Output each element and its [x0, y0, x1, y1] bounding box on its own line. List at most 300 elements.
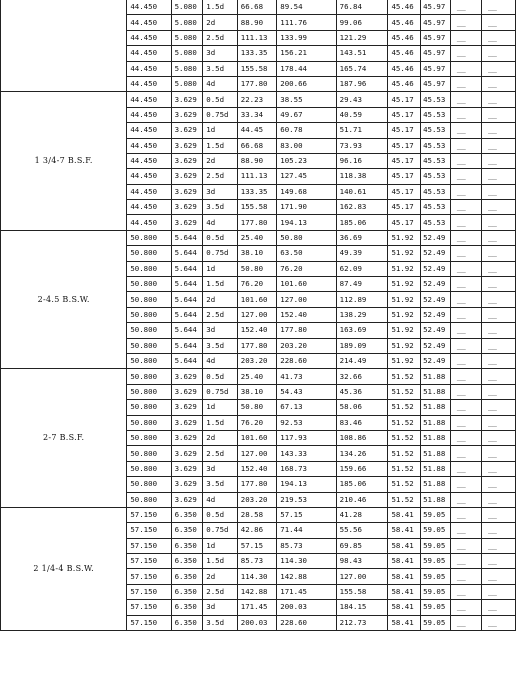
table-cell: 5.080: [171, 76, 203, 91]
blank-cell: __: [481, 261, 515, 276]
blank-cell: __: [481, 415, 515, 430]
table-cell: 50.800: [127, 461, 171, 476]
table-cell: 142.88: [277, 569, 336, 584]
table-cell: 127.00: [277, 292, 336, 307]
table-cell: 203.20: [237, 492, 277, 507]
blank-cell: __: [450, 415, 481, 430]
table-cell: 45.97: [421, 46, 451, 61]
table-row: [1, 230, 516, 245]
table-cell: 0.75d: [203, 107, 238, 122]
table-cell: 111.76: [277, 15, 336, 30]
table-cell: 177.80: [237, 477, 277, 492]
blank-cell: __: [450, 123, 481, 138]
blank-cell: __: [450, 292, 481, 307]
table-cell: 3.629: [171, 446, 203, 461]
table-cell: 50.800: [127, 477, 171, 492]
table-cell: 50.800: [127, 430, 171, 445]
table-cell: 3.629: [171, 492, 203, 507]
blank-cell: __: [481, 554, 515, 569]
table-cell: 138.29: [336, 307, 388, 322]
blank-cell: __: [481, 30, 515, 45]
table-cell: 168.73: [277, 461, 336, 476]
table-cell: 0.5d: [203, 369, 238, 384]
table-cell: 44.45: [237, 123, 277, 138]
table-cell: 45.53: [421, 138, 451, 153]
blank-cell: __: [450, 600, 481, 615]
table-cell: 117.93: [277, 430, 336, 445]
blank-cell: __: [481, 92, 515, 107]
table-cell: 50.800: [127, 415, 171, 430]
table-cell: 69.85: [336, 538, 388, 553]
table-cell: 57.150: [127, 523, 171, 538]
blank-cell: __: [450, 138, 481, 153]
table-cell: 3.629: [171, 415, 203, 430]
table-cell: 45.36: [336, 384, 388, 399]
thread-designation-cell: 2-4.5 B.S.W.: [1, 230, 127, 369]
table-cell: 6.350: [171, 584, 203, 599]
table-cell: 3.5d: [203, 477, 238, 492]
blank-cell: __: [450, 554, 481, 569]
table-cell: 133.35: [237, 46, 277, 61]
table-cell: 88.90: [237, 15, 277, 30]
table-cell: 44.450: [127, 153, 171, 168]
blank-cell: __: [481, 215, 515, 230]
table-cell: 3.629: [171, 477, 203, 492]
table-cell: 50.800: [127, 277, 171, 292]
blank-cell: __: [481, 138, 515, 153]
table-cell: 50.800: [127, 400, 171, 415]
blank-cell: __: [450, 15, 481, 30]
table-cell: 44.450: [127, 30, 171, 45]
table-cell: 50.80: [237, 261, 277, 276]
table-cell: 96.16: [336, 153, 388, 168]
table-cell: 133.99: [277, 30, 336, 45]
table-cell: 54.43: [277, 384, 336, 399]
table-cell: 5.644: [171, 277, 203, 292]
table-cell: 200.66: [277, 76, 336, 91]
table-cell: 52.49: [421, 292, 451, 307]
blank-cell: __: [481, 323, 515, 338]
table-cell: 88.90: [237, 153, 277, 168]
table-cell: 51.52: [388, 430, 421, 445]
table-cell: 5.080: [171, 46, 203, 61]
table-cell: 5.644: [171, 307, 203, 322]
table-cell: 52.49: [421, 353, 451, 368]
table-cell: 171.90: [277, 200, 336, 215]
table-cell: 44.450: [127, 92, 171, 107]
blank-cell: __: [450, 215, 481, 230]
table-cell: 44.450: [127, 46, 171, 61]
table-cell: 58.06: [336, 400, 388, 415]
blank-cell: __: [450, 76, 481, 91]
table-cell: 51.88: [421, 415, 451, 430]
blank-cell: __: [481, 384, 515, 399]
table-cell: 44.450: [127, 169, 171, 184]
table-cell: 57.15: [237, 538, 277, 553]
table-cell: 127.00: [336, 569, 388, 584]
table-cell: 5.644: [171, 246, 203, 261]
table-cell: 45.17: [388, 138, 421, 153]
table-cell: 44.450: [127, 200, 171, 215]
table-cell: 101.60: [237, 430, 277, 445]
table-cell: 52.49: [421, 230, 451, 245]
table-cell: 60.78: [277, 123, 336, 138]
table-cell: 156.21: [277, 46, 336, 61]
table-cell: 50.800: [127, 323, 171, 338]
table-cell: 1.5d: [203, 0, 238, 15]
table-cell: 25.40: [237, 369, 277, 384]
table-cell: 3.629: [171, 184, 203, 199]
table-cell: 127.00: [237, 307, 277, 322]
blank-cell: __: [481, 338, 515, 353]
table-cell: 2d: [203, 569, 238, 584]
table-cell: 2d: [203, 153, 238, 168]
table-cell: 45.53: [421, 184, 451, 199]
table-cell: 58.41: [388, 554, 421, 569]
table-cell: 51.92: [388, 353, 421, 368]
table-cell: 178.44: [277, 61, 336, 76]
table-cell: 52.49: [421, 323, 451, 338]
table-cell: 45.17: [388, 123, 421, 138]
table-cell: 228.60: [277, 615, 336, 630]
table-cell: 5.644: [171, 323, 203, 338]
table-cell: 45.53: [421, 153, 451, 168]
table-cell: 45.46: [388, 61, 421, 76]
table-cell: 45.17: [388, 153, 421, 168]
table-cell: 58.41: [388, 507, 421, 522]
table-cell: 2.5d: [203, 584, 238, 599]
table-cell: 45.53: [421, 215, 451, 230]
blank-cell: __: [481, 76, 515, 91]
table-cell: 29.43: [336, 92, 388, 107]
table-cell: 59.05: [421, 600, 451, 615]
table-cell: 45.17: [388, 107, 421, 122]
table-cell: 33.34: [237, 107, 277, 122]
table-cell: 5.080: [171, 15, 203, 30]
blank-cell: __: [481, 15, 515, 30]
table-cell: 4d: [203, 215, 238, 230]
table-cell: 3d: [203, 600, 238, 615]
blank-cell: __: [450, 538, 481, 553]
blank-cell: __: [450, 153, 481, 168]
table-cell: 163.69: [336, 323, 388, 338]
table-cell: 51.88: [421, 369, 451, 384]
table-cell: 0.5d: [203, 92, 238, 107]
table-cell: 45.53: [421, 123, 451, 138]
blank-cell: __: [481, 369, 515, 384]
table-cell: 57.150: [127, 507, 171, 522]
table-cell: 3.629: [171, 138, 203, 153]
table-cell: 5.644: [171, 261, 203, 276]
table-cell: 2.5d: [203, 30, 238, 45]
blank-cell: __: [481, 307, 515, 322]
table-cell: 50.800: [127, 384, 171, 399]
table-cell: 5.644: [171, 230, 203, 245]
table-cell: 127.45: [277, 169, 336, 184]
table-cell: 98.43: [336, 554, 388, 569]
table-cell: 159.66: [336, 461, 388, 476]
blank-cell: __: [450, 384, 481, 399]
table-cell: 45.97: [421, 30, 451, 45]
blank-cell: __: [450, 584, 481, 599]
table-cell: 52.49: [421, 246, 451, 261]
table-cell: 50.800: [127, 261, 171, 276]
table-cell: 44.450: [127, 215, 171, 230]
table-cell: 0.5d: [203, 230, 238, 245]
table-cell: 57.150: [127, 584, 171, 599]
table-cell: 45.97: [421, 61, 451, 76]
table-cell: 51.92: [388, 338, 421, 353]
table-cell: 22.23: [237, 92, 277, 107]
table-cell: 152.40: [277, 307, 336, 322]
table-cell: 177.80: [237, 215, 277, 230]
table-cell: 59.05: [421, 584, 451, 599]
table-cell: 210.46: [336, 492, 388, 507]
blank-cell: __: [481, 153, 515, 168]
table-cell: 52.49: [421, 307, 451, 322]
blank-cell: __: [450, 0, 481, 15]
table-cell: 1.5d: [203, 415, 238, 430]
table-cell: 2d: [203, 292, 238, 307]
table-cell: 51.52: [388, 492, 421, 507]
table-cell: 200.03: [237, 615, 277, 630]
table-cell: 45.17: [388, 184, 421, 199]
table-cell: 51.88: [421, 446, 451, 461]
table-cell: 59.05: [421, 554, 451, 569]
blank-cell: __: [450, 338, 481, 353]
table-cell: 44.450: [127, 107, 171, 122]
table-cell: 44.450: [127, 61, 171, 76]
table-cell: 118.38: [336, 169, 388, 184]
table-cell: 59.05: [421, 615, 451, 630]
table-cell: 177.80: [237, 76, 277, 91]
blank-cell: __: [481, 292, 515, 307]
table-body: [1, 0, 516, 631]
blank-cell: __: [481, 277, 515, 292]
table-cell: 40.59: [336, 107, 388, 122]
blank-cell: __: [450, 46, 481, 61]
table-cell: 83.46: [336, 415, 388, 430]
blank-cell: __: [481, 0, 515, 15]
blank-cell: __: [450, 569, 481, 584]
table-cell: 57.150: [127, 569, 171, 584]
table-cell: 50.800: [127, 353, 171, 368]
table-cell: 149.68: [277, 184, 336, 199]
table-cell: 0.5d: [203, 507, 238, 522]
table-cell: 5.080: [171, 0, 203, 15]
blank-cell: __: [481, 169, 515, 184]
table-cell: 83.00: [277, 138, 336, 153]
table-cell: 41.73: [277, 369, 336, 384]
table-cell: 6.350: [171, 554, 203, 569]
table-cell: 0.75d: [203, 523, 238, 538]
table-cell: 45.17: [388, 169, 421, 184]
table-cell: 1d: [203, 261, 238, 276]
table-cell: 152.40: [237, 461, 277, 476]
table-cell: 73.93: [336, 138, 388, 153]
table-cell: 45.53: [421, 169, 451, 184]
table-cell: 155.58: [237, 200, 277, 215]
table-cell: 133.35: [237, 184, 277, 199]
blank-cell: __: [450, 369, 481, 384]
table-cell: 44.450: [127, 76, 171, 91]
table-cell: 59.05: [421, 523, 451, 538]
table-cell: 58.41: [388, 600, 421, 615]
table-cell: 66.68: [237, 138, 277, 153]
table-cell: 3.629: [171, 461, 203, 476]
table-cell: 55.56: [336, 523, 388, 538]
table-cell: 51.92: [388, 323, 421, 338]
table-cell: 200.03: [277, 600, 336, 615]
table-cell: 6.350: [171, 600, 203, 615]
table-cell: 41.28: [336, 507, 388, 522]
table-cell: 51.92: [388, 292, 421, 307]
thread-designation-cell: 1 3/4-7 B.S.F.: [1, 92, 127, 231]
table-cell: 59.05: [421, 538, 451, 553]
table-cell: 219.53: [277, 492, 336, 507]
table-cell: 76.20: [237, 415, 277, 430]
table-cell: 0.75d: [203, 246, 238, 261]
table-cell: 3.629: [171, 430, 203, 445]
table-cell: 45.53: [421, 107, 451, 122]
table-cell: 52.49: [421, 277, 451, 292]
table-cell: 2d: [203, 430, 238, 445]
table-cell: 0.75d: [203, 384, 238, 399]
table-cell: 44.450: [127, 138, 171, 153]
blank-cell: __: [481, 400, 515, 415]
blank-cell: __: [481, 46, 515, 61]
table-cell: 50.80: [237, 400, 277, 415]
table-cell: 58.41: [388, 584, 421, 599]
table-cell: 51.52: [388, 400, 421, 415]
table-cell: 3.629: [171, 384, 203, 399]
table-cell: 44.450: [127, 15, 171, 30]
table-cell: 3.5d: [203, 338, 238, 353]
table-cell: 214.49: [336, 353, 388, 368]
table-cell: 45.17: [388, 200, 421, 215]
table-cell: 44.450: [127, 0, 171, 15]
blank-cell: __: [450, 92, 481, 107]
table-cell: 134.26: [336, 446, 388, 461]
blank-cell: __: [450, 523, 481, 538]
table-cell: 162.83: [336, 200, 388, 215]
blank-cell: __: [450, 430, 481, 445]
table-cell: 50.800: [127, 292, 171, 307]
table-cell: 57.150: [127, 538, 171, 553]
table-cell: 42.86: [237, 523, 277, 538]
blank-cell: __: [481, 600, 515, 615]
table-cell: 76.20: [237, 277, 277, 292]
table-cell: 50.800: [127, 446, 171, 461]
blank-cell: __: [450, 507, 481, 522]
table-cell: 5.644: [171, 338, 203, 353]
table-cell: 58.41: [388, 538, 421, 553]
blank-cell: __: [450, 400, 481, 415]
blank-cell: __: [481, 246, 515, 261]
table-cell: 57.15: [277, 507, 336, 522]
table-cell: 57.150: [127, 600, 171, 615]
table-cell: 1.5d: [203, 277, 238, 292]
table-cell: 45.53: [421, 92, 451, 107]
blank-cell: __: [450, 184, 481, 199]
table-cell: 51.88: [421, 400, 451, 415]
table-cell: 76.84: [336, 0, 388, 15]
table-cell: 50.80: [277, 230, 336, 245]
table-cell: 36.69: [336, 230, 388, 245]
blank-cell: __: [481, 538, 515, 553]
blank-cell: __: [450, 492, 481, 507]
table-cell: 52.49: [421, 261, 451, 276]
blank-cell: __: [450, 200, 481, 215]
table-cell: 194.13: [277, 477, 336, 492]
table-cell: 45.46: [388, 30, 421, 45]
table-cell: 4d: [203, 353, 238, 368]
table-cell: 121.29: [336, 30, 388, 45]
table-cell: 203.20: [237, 353, 277, 368]
table-cell: 51.71: [336, 123, 388, 138]
blank-cell: __: [450, 477, 481, 492]
table-cell: 184.15: [336, 600, 388, 615]
table-cell: 50.800: [127, 338, 171, 353]
table-cell: 6.350: [171, 507, 203, 522]
blank-cell: __: [450, 353, 481, 368]
table-cell: 1d: [203, 538, 238, 553]
thread-designation-cell: 2-7 B.S.F.: [1, 369, 127, 508]
table-cell: 228.60: [277, 353, 336, 368]
table-cell: 155.58: [336, 584, 388, 599]
blank-cell: __: [450, 261, 481, 276]
table-cell: 38.55: [277, 92, 336, 107]
table-cell: 38.10: [237, 384, 277, 399]
table-cell: 171.45: [237, 600, 277, 615]
table-cell: 51.88: [421, 430, 451, 445]
table-cell: 51.52: [388, 446, 421, 461]
table-cell: 45.46: [388, 76, 421, 91]
table-cell: 3.629: [171, 369, 203, 384]
table-cell: 114.30: [277, 554, 336, 569]
table-row: [1, 369, 516, 384]
table-cell: 6.350: [171, 569, 203, 584]
table-cell: 45.46: [388, 46, 421, 61]
table-cell: 57.150: [127, 554, 171, 569]
table-cell: 152.40: [237, 323, 277, 338]
blank-cell: __: [450, 30, 481, 45]
table-cell: 185.06: [336, 215, 388, 230]
table-cell: 76.20: [277, 261, 336, 276]
blank-cell: __: [481, 615, 515, 630]
table-cell: 3.5d: [203, 200, 238, 215]
table-cell: 51.52: [388, 415, 421, 430]
table-cell: 45.97: [421, 76, 451, 91]
blank-cell: __: [450, 169, 481, 184]
table-cell: 25.40: [237, 230, 277, 245]
table-row: [1, 507, 516, 522]
blank-cell: __: [450, 446, 481, 461]
table-cell: 51.52: [388, 477, 421, 492]
table-cell: 108.86: [336, 430, 388, 445]
table-cell: 1d: [203, 123, 238, 138]
blank-cell: __: [450, 246, 481, 261]
table-cell: 89.54: [277, 0, 336, 15]
table-cell: 51.88: [421, 384, 451, 399]
table-cell: 51.88: [421, 461, 451, 476]
table-cell: 62.09: [336, 261, 388, 276]
table-cell: 45.46: [388, 15, 421, 30]
table-cell: 1.5d: [203, 554, 238, 569]
table-cell: 111.13: [237, 30, 277, 45]
table-cell: 140.61: [336, 184, 388, 199]
blank-cell: __: [450, 61, 481, 76]
